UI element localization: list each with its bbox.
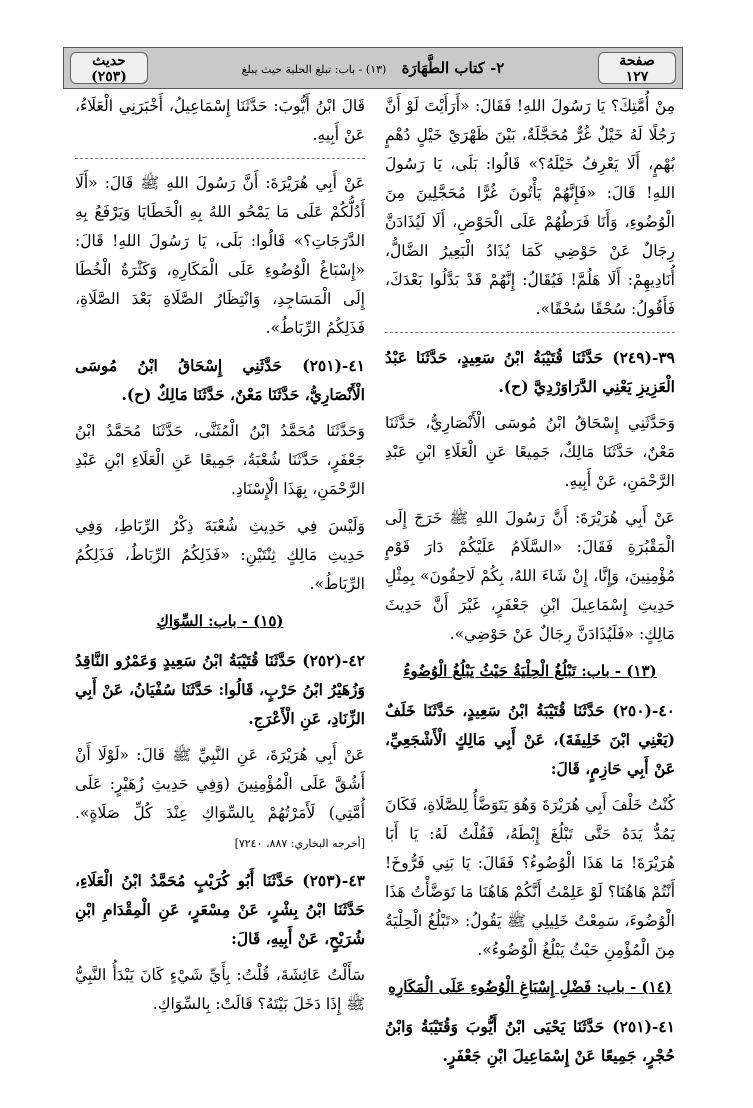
page-number-box <box>598 52 676 84</box>
paragraph: سَأَلْتُ عَائِشَةَ، قُلْتُ: بِأَيِّ شَيْءٍ كَانَ يَبْدَأُ النَّبِيُّ ﷺ إِذَا دَخَلَ بَيْتَهُ؟ قَالَتْ: بِالسِّوَاكِ. <box>75 966 365 1013</box>
chapter-heading: (١٣) - باب: تَبْلُغُ الْحِلْيَةُ حَيْثُ يَبْلُغُ الْوُضُوءُ <box>403 662 657 680</box>
page-header <box>63 47 683 89</box>
chapter-ref: (١٣) - باب: تبلغ الحلية حيث يبلغ <box>241 63 387 76</box>
paragraph: عَنْ أَبِي هُرَيْرَةَ: أَنَّ رَسُولَ اللهِ ﷺ قَالَ: «أَلَا أَدُلُّكُمْ عَلَى مَا يَمْحُو اللهُ بِهِ الْخَطَايَا وَيَرْفَعُ بِهِ الدَّرَجَاتِ؟» قَالُوا: بَلَى، يَا رَسُولَ اللهِ! قَالَ: «إِسْبَاغُ الْوُضُوءِ عَلَى الْمَكَارِهِ، وَكَثْرَةُ الْخُطَا إِلَى الْمَسَاجِدِ، وَانْتِظَارُ الصَّلَاةِ بَعْدَ الصَّلَاةِ، فَذَلِكُمُ الرِّبَاطُ». <box>75 174 365 337</box>
chapter-heading: (١٥) - باب: السِّوَاكِ <box>156 612 284 630</box>
book-title: ٢- كتاب الطَّهَارَة <box>401 59 505 77</box>
paragraph <box>75 741 365 858</box>
paragraph: وَلَيْسَ فِي حَدِيثِ شُعْبَةَ ذِكْرُ الرِّبَاطِ، وَفِي حَدِيثِ مَالِكٍ ثِنْتَيْنِ: «فَذَلِكُمُ الرِّبَاطُ، فَذَلِكُمُ الرِّبَاطُ». <box>75 517 365 593</box>
chapter-heading: (١٤) - باب: فَضْلِ إِسْبَاغِ الْوُضُوءِ عَلَى الْمَكَارِهِ <box>388 978 672 996</box>
hadith-isnad: ٤٢-(٢٥٢) حَدَّثَنَا قُتَيْبَةُ ابْنُ سَعِيدٍ وَعَمْرٌو النَّاقِدُ وَزُهَيْرُ ابْنُ حَرْبٍ، قَالُوا: حَدَّثَنَا سُفْيَانُ، عَنْ أَبِي الزِّنَادِ، عَنِ الْأَعْرَجِ. <box>75 651 365 728</box>
hadith-isnad: ٤١-(٢٥١) حَدَّثَنِي إِسْحَاقُ ابْنُ مُوسَى الْأَنْصَارِيُّ، حَدَّثَنَا مَعْنٌ، حَدَّثَنَا مَالِكٌ (ح). <box>75 356 365 404</box>
page-number: ١٢٧ <box>625 69 649 85</box>
paragraph: كُنْتُ خَلْفَ أَبِي هُرَيْرَةَ وَهُوَ يَتَوَضَّأُ لِلصَّلَاةِ، فَكَانَ يَمُدُّ يَدَهُ حَتَّى تَبْلُغَ إِبْطَهُ، فَقُلْتُ لَهُ: يَا أَبَا هُرَيْرَةَ! مَا هَذَا الْوُضُوءُ؟ فَقَالَ: يَا بَنِي فَرُّوخَ! أَنْتُمْ هَاهُنَا؟ لَوْ عَلِمْتُ أَنَّكُمْ هَاهُنَا مَا تَوَضَّأْتُ هَذَا الْوُضُوءَ، سَمِعْتُ خَلِيلِي ﷺ يَقُولُ: «تَبْلُغُ الْحِلْيَةُ مِنَ الْمُؤْمِنِ حَيْثُ يَبْلُغُ الْوُضُوءُ». <box>385 796 675 959</box>
paragraph: وَحَدَّثَنَا مُحَمَّدُ ابْنُ الْمُثَنَّى، حَدَّثَنَا مُحَمَّدُ ابْنُ جَعْفَرٍ، حَدَّثَنَا شُعْبَةُ، جَمِيعًا عَنِ الْعَلَاءِ ابْنِ عَبْدِ الرَّحْمَنِ، بِهَذَا الْإِسْنَادِ. <box>75 422 365 498</box>
takhrij-reference: [أخرجه البخاري: ٨٨٧، ٧٢٤٠] <box>234 837 365 850</box>
hadith-number-box <box>70 52 148 84</box>
hadith-text: عَنْ أَبِي هُرَيْرَةَ، عَنِ النَّبِيِّ ﷺ قَالَ: «لَوْلَا أَنْ أَشُقَّ عَلَى الْمُؤْمِنِينَ (وَفِي حَدِيثِ زُهَيْرٍ: عَلَى أُمَّتِي) لَأَمَرْتُهُمْ بِالسِّوَاكِ عِنْدَ كُلِّ صَلَاةٍ». <box>75 746 365 822</box>
hadith-isnad: ٤٠-(٢٥٠) حَدَّثَنَا قُتَيْبَةُ ابْنُ سَعِيدٍ، حَدَّثَنَا خَلَفٌ (يَعْنِي ابْنَ خَلِيفَةَ)، عَنْ أَبِي مَالِكٍ الْأَشْجَعِيِّ، عَنْ أَبِي حَازِمٍ، قَالَ: <box>385 701 675 778</box>
divider <box>385 332 675 333</box>
hadith-number: (٢٥٣) <box>91 69 127 85</box>
hadith-isnad: ٣٩-(٢٤٩) حَدَّثَنَا قُتَيْبَةُ ابْنُ سَعِيدٍ، حَدَّثَنَا عَبْدُ الْعَزِيزِ يَعْنِي الدَّرَاوَرْدِيَّ (ح). <box>385 348 675 396</box>
hadith-isnad: ٤١-(٢٥١) حَدَّثَنَا يَحْيَى ابْنُ أَيُّوبَ وَقُتَيْبَةُ وَابْنُ حُجْرٍ، جَمِيعًا عَنْ إِسْمَاعِيلَ ابْنِ جَعْفَرٍ. <box>385 1017 675 1065</box>
right-column <box>385 92 675 1092</box>
divider <box>75 158 365 159</box>
paragraph: قَالَ ابْنُ أَيُّوبَ: حَدَّثَنَا إِسْمَاعِيلُ، أَخْبَرَنِي الْعَلَاءُ، عَنْ أَبِيهِ. <box>75 97 365 144</box>
paragraph: مِنْ أُمَّتِكَ؟ يَا رَسُولَ اللهِ! فَقَالَ: «أَرَأَيْتَ لَوْ أَنَّ رَجُلًا لَهُ خَيْلٌ غُرٌّ مُحَجَّلَةٌ، بَيْنَ ظَهْرَيْ خَيْلٍ دُهْمٍ بُهْمٍ، أَلَا يَعْرِفُ خَيْلَهُ؟» قَالُوا: بَلَى، يَا رَسُولَ اللهِ! قَالَ: «فَإِنَّهُمْ يَأْتُونَ غُرًّا مُحَجَّلِينَ مِنَ الْوُضُوءِ، وَأَنَا فَرَطُهُمْ عَلَى الْحَوْضِ، أَلَا لَيُذَادَنَّ رِجَالٌ عَنْ حَوْضِي كَمَا يُذَادُ الْبَعِيرُ الضَّالُّ، أُنَادِيهِمْ: أَلَا هَلُمَّ! فَيُقَالُ: إِنَّهُمْ قَدْ بَدَّلُوا بَعْدَكَ، فَأَقُولُ: سُحْقًا سُحْقًا». <box>385 97 675 318</box>
left-column <box>75 92 365 1092</box>
hadith-label: حديث <box>92 53 126 69</box>
header-title <box>156 48 590 88</box>
paragraph: عَنْ أَبِي هُرَيْرَةَ: أَنَّ رَسُولَ اللهِ ﷺ خَرَجَ إِلَى الْمَقْبُرَةِ فَقَالَ: «السَّلَامُ عَلَيْكُمْ دَارَ قَوْمٍ مُؤْمِنِينَ، وَإِنَّا، إِنْ شَاءَ اللهُ، بِكُمْ لَاحِقُونَ» بِمِثْلِ حَدِيثِ إِسْمَاعِيلَ ابْنِ جَعْفَرٍ، غَيْرَ أَنَّ حَدِيثَ مَالِكٍ: «فَلَيُذَادَنَّ رِجَالٌ عَنْ حَوْضِي». <box>385 509 675 643</box>
paragraph: وَحَدَّثَنِي إِسْحَاقُ ابْنُ مُوسَى الْأَنْصَارِيُّ، حَدَّثَنَا مَعْنٌ، حَدَّثَنَا مَالِكٌ، جَمِيعًا عَنِ الْعَلَاءِ ابْنِ عَبْدِ الرَّحْمَنِ، عَنْ أَبِيهِ. <box>385 414 675 490</box>
page-label: صفحة <box>619 53 655 69</box>
hadith-isnad: ٤٣-(٢٥٣) حَدَّثَنَا أَبُو كُرَيْبٍ مُحَمَّدُ ابْنُ الْعَلَاءِ، حَدَّثَنَا ابْنُ بِشْرٍ، عَنْ مِسْعَرٍ، عَنِ الْمِقْدَامِ ابْنِ شُرَيْحٍ، عَنْ أَبِيهِ، قَالَ: <box>75 871 365 948</box>
